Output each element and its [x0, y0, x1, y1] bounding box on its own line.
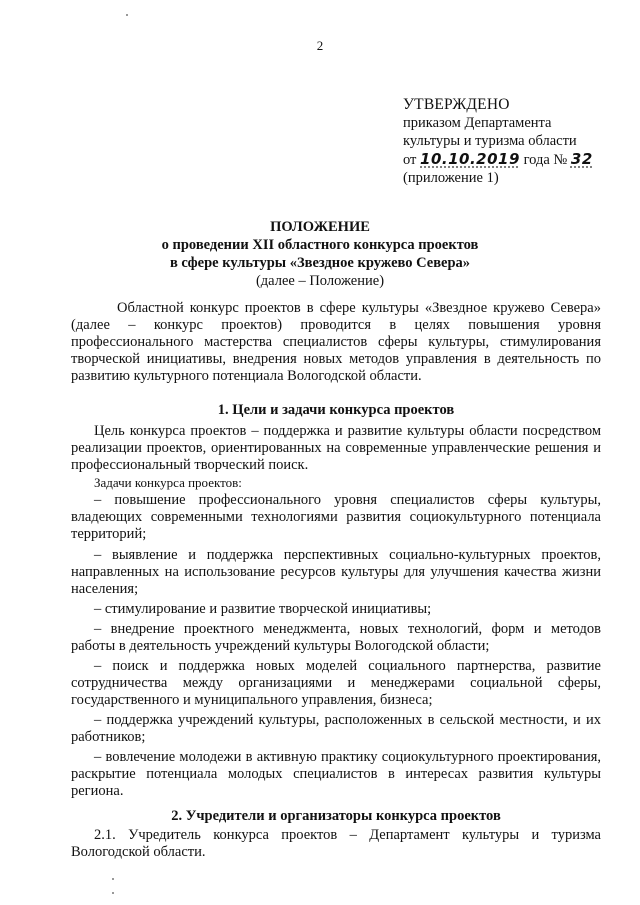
task-item: – вовлечение молодежи в активную практику социокультурного проектирования, раскрытие потенциала молодых специалистов в интересах развития культуры региона. [71, 749, 601, 799]
task-item: – стимулирование и развитие творческой инициативы; [94, 601, 432, 617]
scan-mark [126, 14, 128, 16]
intro-paragraph: Областной конкурс проектов в сфере культуры «Звездное кружево Севера» (далее – конкурс проектов) проводится в целях повышения уровня профессионального мастерства специалистов сферы культуры, стимулирования творческой инициативы, внедрения новых методов управления в деятельность по развитию культурного потенциала Вологодской области. [71, 300, 601, 384]
number-sign: № [553, 152, 568, 168]
approval-line1: приказом Департамента [403, 115, 552, 131]
date-prefix: от [403, 152, 417, 168]
section-2 [71, 808, 601, 861]
approval-appendix: (приложение 1) [403, 170, 499, 186]
approval-heading: УТВЕРЖДЕНО [403, 96, 510, 113]
title-line2: о проведении XII областного конкурса проектов [161, 237, 479, 253]
title-line4: (далее – Положение) [255, 273, 385, 289]
section-1 [71, 402, 601, 800]
task-item: – внедрение проектного менеджмента, новых технологий, форм и методов работы в деятельность учреждений культуры Вологодской области; [71, 621, 601, 654]
intro-block [71, 300, 601, 385]
year-word: года [523, 152, 550, 168]
task-item: – поддержка учреждений культуры, расположенных в сельской местности, и их работников; [71, 712, 601, 745]
section1-tasks-label: Задачи конкурса проектов: [94, 475, 242, 490]
scan-mark [112, 878, 114, 880]
task-item: – выявление и поддержка перспективных социально-культурных проектов, направленных на использование ресурсов культуры для улучшения качества жизни населения; [71, 547, 601, 597]
section2-heading: 2. Учредители и организаторы конкурса проектов [171, 808, 501, 824]
page-number: 2 [316, 38, 324, 53]
task-item: – поиск и поддержка новых моделей социального партнерства, развитие сотрудничества между организациями и менеджерами социальной сферы, государственного и муниципального управления, бизнеса; [71, 658, 601, 708]
title-line1: ПОЛОЖЕНИЕ [270, 219, 370, 235]
section1-heading: 1. Цели и задачи конкурса проектов [217, 402, 455, 418]
title-line3: в сфере культуры «Звездное кружево Севера» [169, 255, 471, 271]
approval-date-line [403, 150, 623, 169]
approval-stamp [403, 96, 623, 187]
handwritten-number: 32 [570, 150, 593, 168]
scan-mark [112, 892, 114, 894]
approval-line2: культуры и туризма области [403, 133, 577, 149]
handwritten-date: 10.10.2019 [420, 150, 520, 168]
task-item: – повышение профессионального уровня специалистов сферы культуры, владеющих современными технологиями развития социокультурного потенциала территорий; [71, 492, 601, 542]
section1-goal: Цель конкурса проектов – поддержка и развитие культуры области посредством реализации проектов, ориентированных на современные управленческие решения и профессиональный творческий поиск. [71, 423, 601, 473]
document-title [0, 218, 640, 290]
section2-item-2-1: 2.1. Учредитель конкурса проектов – Департамент культуры и туризма Вологодской области. [71, 827, 601, 860]
